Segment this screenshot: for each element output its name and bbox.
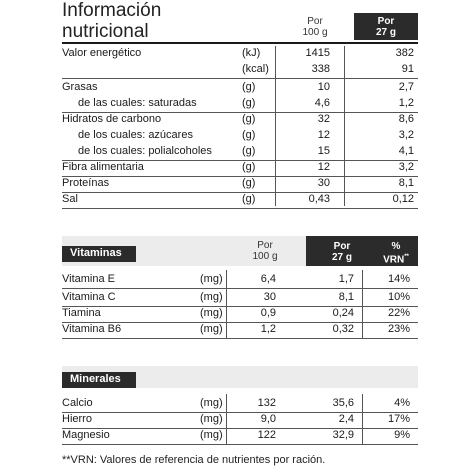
vitamins-label: Vitaminas xyxy=(70,247,122,259)
mineral-name: Calcio xyxy=(62,397,93,409)
value-per-100g: 30 xyxy=(317,177,330,189)
value-per-portion: 0,12 xyxy=(392,193,414,205)
value-per-100g: 12 xyxy=(317,129,330,141)
mineral-vrn: 17% xyxy=(387,413,410,425)
header-per-100g-line1: Por xyxy=(307,16,323,27)
nutrient-name: de los cuales: azúcares xyxy=(78,129,193,141)
mineral-name: Magnesio xyxy=(62,429,110,441)
value-per-100g: 32 xyxy=(317,113,330,125)
nutrient-name: Sal xyxy=(62,193,78,205)
vitamin-unit: (mg) xyxy=(200,291,223,303)
nutrient-name: Hidratos de carbono xyxy=(62,113,162,125)
vitamin-value-per-100g: 30 xyxy=(263,291,276,303)
vit-header-per-100g-line1: Por xyxy=(257,240,273,251)
vitamin-name: Vitamina E xyxy=(62,273,115,285)
nutrient-unit: (g) xyxy=(242,97,256,109)
column-divider xyxy=(226,394,227,444)
mineral-unit: (mg) xyxy=(200,413,223,425)
nutrient-unit: (g) xyxy=(242,129,256,141)
nutrient-unit: (g) xyxy=(242,113,256,125)
main-table-top-rule xyxy=(62,42,418,44)
header-per-portion-line1: Por xyxy=(377,16,395,27)
nutrient-unit: (g) xyxy=(242,145,256,157)
nutrient-unit: (g) xyxy=(242,81,256,93)
value-per-portion: 382 xyxy=(395,47,414,59)
vit-header-per-portion xyxy=(320,241,364,263)
row-separator xyxy=(62,288,418,289)
mineral-unit: (mg) xyxy=(200,397,223,409)
vit-header-per-100g xyxy=(242,240,288,262)
nutrient-name: de las cuales: saturadas xyxy=(78,97,197,109)
vitamin-vrn: 23% xyxy=(387,323,410,335)
vit-header-per-portion-line1: Por xyxy=(333,241,351,252)
vit-header-vrn-mark: ** xyxy=(404,254,409,260)
value-per-portion: 3,2 xyxy=(398,161,414,173)
value-per-100g: 10 xyxy=(317,81,330,93)
vitamin-vrn: 14% xyxy=(387,273,410,285)
mineral-value-per-portion: 32,9 xyxy=(332,429,354,441)
column-divider xyxy=(362,270,363,338)
mineral-value-per-portion: 2,4 xyxy=(338,413,354,425)
value-per-portion: 2,7 xyxy=(398,81,414,93)
column-divider xyxy=(226,270,227,338)
mineral-unit: (mg) xyxy=(200,429,223,441)
header-per-100g-line2: 100 g xyxy=(302,27,328,38)
vitamin-value-per-portion: 8,1 xyxy=(338,291,354,303)
title-line-2: nutricional xyxy=(62,21,149,42)
value-per-100g: 12 xyxy=(317,161,330,173)
column-divider xyxy=(362,394,363,444)
value-per-portion: 1,2 xyxy=(398,97,414,109)
vitamin-value-per-100g: 1,2 xyxy=(260,323,276,335)
row-separator xyxy=(62,338,418,339)
mineral-name: Hierro xyxy=(62,413,92,425)
mineral-value-per-portion: 35,6 xyxy=(332,397,354,409)
mineral-value-per-100g: 122 xyxy=(257,429,276,441)
column-divider xyxy=(344,46,345,206)
nutrient-unit: (kcal) xyxy=(242,63,269,75)
vitamin-value-per-portion: 0,32 xyxy=(332,323,354,335)
column-divider xyxy=(275,46,276,206)
nutrient-unit: (g) xyxy=(242,177,256,189)
nutrient-name: Fibra alimentaria xyxy=(62,161,144,173)
vitamin-unit: (mg) xyxy=(200,307,223,319)
value-per-100g: 15 xyxy=(317,145,330,157)
vitamins-tab xyxy=(62,246,136,262)
nutrient-unit: (g) xyxy=(242,193,256,205)
footnote-vrn: **VRN: Valores de referencia de nutrientes por ración. xyxy=(62,454,326,466)
vit-header-per-100g-line2: 100 g xyxy=(252,251,278,262)
row-separator xyxy=(62,78,418,79)
value-per-portion: 3,2 xyxy=(398,129,414,141)
nutrient-name: Grasas xyxy=(62,81,98,93)
vit-header-vrn-line1: % xyxy=(391,241,401,252)
mineral-value-per-100g: 9,0 xyxy=(260,413,276,425)
value-per-100g: 4,6 xyxy=(314,97,330,109)
nutrient-unit: (kJ) xyxy=(242,47,261,59)
minerals-label: Minerales xyxy=(70,373,121,385)
nutrient-name: de los cuales: polialcoholes xyxy=(78,145,212,157)
row-separator xyxy=(62,208,418,209)
value-per-portion: 8,6 xyxy=(398,113,414,125)
vitamin-name: Tiamina xyxy=(62,307,101,319)
nutrient-name: Proteínas xyxy=(62,177,110,189)
value-per-portion: 8,1 xyxy=(398,177,414,189)
vitamin-value-per-portion: 1,7 xyxy=(338,273,354,285)
header-per-100g xyxy=(292,16,338,38)
vit-header-vrn xyxy=(376,241,416,265)
value-per-portion: 4,1 xyxy=(398,145,414,157)
nutrient-name: Valor energético xyxy=(62,47,142,59)
header-per-portion xyxy=(354,13,418,40)
header-per-portion-line2: 27 g xyxy=(375,27,396,38)
minerals-tab xyxy=(62,372,136,388)
page-title xyxy=(62,0,161,42)
vitamin-unit: (mg) xyxy=(200,323,223,335)
title-line-1: Información xyxy=(62,0,162,21)
vitamin-vrn: 22% xyxy=(387,307,410,319)
vitamin-name: Vitamina B6 xyxy=(62,323,122,335)
vit-header-vrn-line2: VRN xyxy=(383,254,405,266)
value-per-100g: 1415 xyxy=(305,47,330,59)
vitamin-value-per-100g: 6,4 xyxy=(260,273,276,285)
vitamin-value-per-portion: 0,24 xyxy=(332,307,354,319)
vitamin-value-per-100g: 0,9 xyxy=(260,307,276,319)
value-per-100g: 338 xyxy=(311,63,330,75)
vitamin-unit: (mg) xyxy=(200,273,223,285)
value-per-portion: 91 xyxy=(401,63,414,75)
vitamin-name: Vitamina C xyxy=(62,291,116,303)
mineral-value-per-100g: 132 xyxy=(257,397,276,409)
mineral-vrn: 9% xyxy=(394,429,410,441)
value-per-100g: 0,43 xyxy=(308,193,330,205)
mineral-vrn: 4% xyxy=(394,397,410,409)
vitamin-vrn: 10% xyxy=(387,291,410,303)
row-separator xyxy=(62,444,418,445)
nutrient-unit: (g) xyxy=(242,161,256,173)
vit-header-per-portion-line2: 27 g xyxy=(331,252,352,263)
